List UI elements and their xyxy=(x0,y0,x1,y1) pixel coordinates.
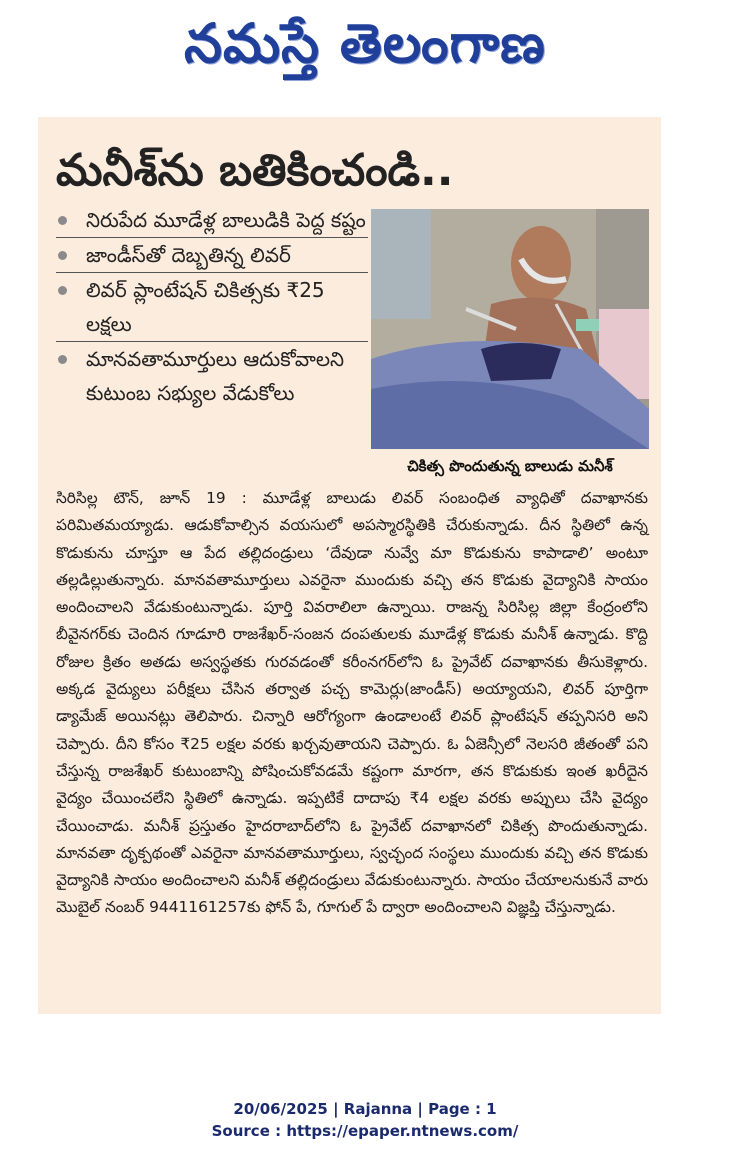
article-headline: మనీశ్‌ను బతికించండి.. xyxy=(56,145,454,196)
patient-photo xyxy=(371,209,649,449)
highlight-text: జాండీస్‌తో దెబ్బతిన్న లివర్ xyxy=(86,243,291,267)
highlight-text: నిరుపేద మూడేళ్ల బాలుడికి పెద్ద కష్టం xyxy=(86,208,366,232)
edition-info: 20/06/2025 | Rajanna | Page : 1 xyxy=(233,1100,497,1118)
highlight-item xyxy=(56,342,368,410)
bullet-icon xyxy=(58,216,67,225)
source-link[interactable]: Source : https://epaper.ntnews.com/ xyxy=(211,1122,519,1140)
newspaper-logo: నమస్తే తెలంగాణ xyxy=(184,11,546,75)
highlight-item xyxy=(56,238,368,273)
bullet-icon xyxy=(58,251,67,260)
highlight-item xyxy=(56,203,368,238)
bullet-icon xyxy=(58,286,67,295)
hospital-photo-illustration xyxy=(371,209,649,449)
highlight-item xyxy=(56,273,368,342)
highlights-list xyxy=(56,203,368,410)
masthead xyxy=(0,0,730,100)
highlight-text: లివర్ ప్లాంటేషన్ చికిత్సకు ₹25 లక్షలు xyxy=(86,278,325,336)
article-clipping xyxy=(38,117,661,1014)
bullet-icon xyxy=(58,355,67,364)
highlight-text: మానవతామూర్తులు ఆదుకోవాలని కుటుంబ సభ్యుల వేడుకోలు xyxy=(86,347,345,405)
photo-caption: చికిత్స పొందుతున్న బాలుడు మనీశ్ xyxy=(407,457,613,475)
article-body: సిరిసిల్ల టౌన్, జూన్ 19 : మూడేళ్ల బాలుడు లివర్ సంబంధిత వ్యాధితో దవాఖానకు పరిమితమయ్యాడు. ఆడుకోవాల్సిన వయసులో అపస్మారస్థితికి చేరుకున్నాడు. దీన స్థితిలో ఉన్న కొడుకును చూస్తూ ఆ పేద తల్లిదండ్రులు ‘దేవుడా నువ్వే మా కొడుకును కాపాడాలి’ అంటూ తల్లడిల్లుతున్నారు. మానవతామూర్తులు ఎవరైనా ముందుకు వచ్చి తన కొడుకు వైద్యానికి సాయం అందించాలని వేడుకుంటున్నాడు. పూర్తి వివరాలిలా ఉన్నాయి. రాజన్న సిరిసిల్ల జిల్లా కేంద్రంలోని బీవైనగర్‌కు చెందిన గూడూరి రాజశేఖర్-సంజన దంపతులకు మూడేళ్ల కొడుకు మనీశ్ ఉన్నాడు. కొద్ది రోజుల క్రితం అతడు అస్వస్థతకు గురవడంతో కరీంనగర్‌లోని ఓ ప్రైవేట్ దవాఖానకు తీసుకెళ్లారు. అక్కడ వైద్యులు పరీక్షలు చేసిన తర్వాత పచ్చ కామెర్లు(జాండీస్) అయ్యాయని, లివర్ పూర్తిగా డ్యామేజ్ అయినట్లు తెలిపారు. చిన్నారి ఆరోగ్యంగా ఉండాలంటే లివర్ ప్లాంటేషన్ తప్పనిసరి అని చెప్పారు. దీని కోసం ₹25 లక్షల వరకు ఖర్చవుతాయని చెప్పారు. ఓ ఏజెన్సీలో నెలసరి జీతంతో పని చేస్తున్న రాజశేఖర్ కుటుంబాన్ని పోషించుకోవడమే కష్టంగా మారగా, తన కొడుకుకు ఇంత ఖరీదైన వైద్యం చేయించలేని స్థితిలో ఉన్నాడు. ఇప్పటికే దాదాపు ₹4 లక్షల వరకు అప్పులు చేసి వైద్యం చేయించాడు. మనీశ్ ప్రస్తుతం హైదరాబాద్‌లోని ఓ ప్రైవేట్ దవాఖానలో చికిత్స పొందుతున్నాడు. మానవతా దృక్పథంతో ఎవరైనా మానవతామూర్తులు, స్వచ్ఛంద సంస్థలు ముందుకు వచ్చి తన కొడుకు వైద్యానికి సాయం అందించాలని మనీశ్ తల్లిదండ్రులు వేడుకుంటున్నారు. సాయం చేయాలనుకునే వారు మొబైల్ నంబర్ 9441161257కు ఫోన్ పే, గూగుల్ పే ద్వారా అందించాలని విజ్ఞప్తి చేస్తున్నాడు. xyxy=(56,489,649,917)
page-footer xyxy=(0,1098,730,1142)
